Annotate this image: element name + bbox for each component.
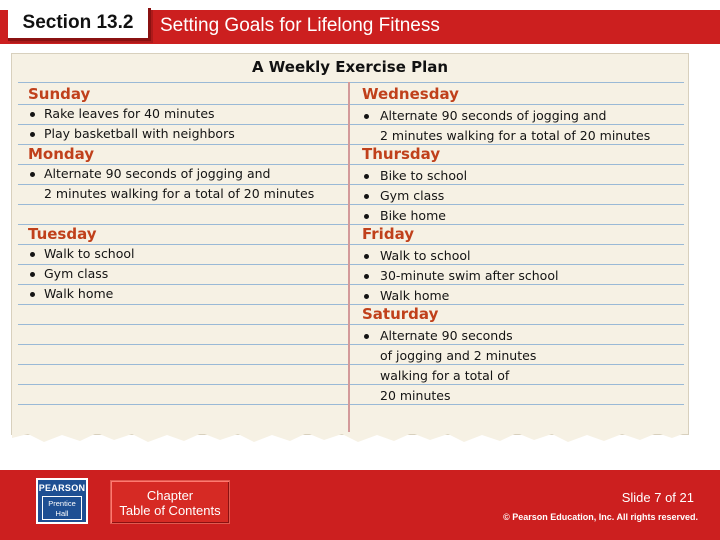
list-item: Walk to school	[44, 246, 135, 261]
copyright-notice: © Pearson Education, Inc. All rights reserved.	[503, 512, 698, 522]
ruled-line	[18, 184, 684, 185]
ruled-line	[18, 104, 684, 105]
ruled-line	[18, 204, 684, 205]
list-item: Walk home	[380, 288, 450, 303]
day-heading-friday: Friday	[362, 225, 415, 243]
list-item: 20 minutes	[380, 388, 451, 403]
pearson-logo-text: PEARSON	[38, 483, 86, 493]
ruled-line	[18, 364, 684, 365]
ruled-line	[18, 284, 684, 285]
list-item: of jogging and 2 minutes	[380, 348, 537, 363]
ruled-line	[18, 164, 684, 165]
ruled-line	[18, 82, 684, 83]
day-heading-monday: Monday	[28, 145, 95, 163]
slide-header	[0, 0, 720, 44]
column-divider	[348, 82, 350, 432]
bullet-icon	[364, 214, 369, 219]
bullet-icon	[364, 334, 369, 339]
day-heading-wednesday: Wednesday	[362, 85, 459, 103]
bullet-icon	[364, 254, 369, 259]
ruled-line	[18, 404, 684, 405]
section-label: Section 13.2	[8, 8, 151, 41]
list-item: Alternate 90 seconds of jogging and	[44, 166, 271, 181]
ruled-line	[18, 124, 684, 125]
list-item: Gym class	[44, 266, 109, 281]
bullet-icon	[30, 292, 35, 297]
list-item: 2 minutes walking for a total of 20 minutes	[380, 128, 651, 143]
pearson-logo[interactable]	[36, 478, 88, 524]
ruled-line	[18, 384, 684, 385]
torn-paper-edge	[12, 424, 688, 448]
bullet-icon	[30, 132, 35, 137]
prentice-hall-text: Prentice Hall	[42, 496, 82, 520]
list-item: Alternate 90 seconds	[380, 328, 513, 343]
day-heading-sunday: Sunday	[28, 85, 91, 103]
ruled-line	[18, 264, 684, 265]
day-heading-saturday: Saturday	[362, 305, 439, 323]
list-item: 2 minutes walking for a total of 20 minutes	[44, 186, 315, 201]
chapter-toc-button[interactable]	[110, 480, 230, 524]
section-title: Setting Goals for Lifelong Fitness	[160, 15, 440, 36]
bullet-icon	[364, 274, 369, 279]
ruled-line	[18, 304, 684, 305]
bullet-icon	[30, 172, 35, 177]
toc-line-2: Table of Contents	[119, 503, 221, 518]
day-heading-tuesday: Tuesday	[28, 225, 97, 243]
list-item: Gym class	[380, 188, 445, 203]
day-heading-thursday: Thursday	[362, 145, 441, 163]
bullet-icon	[364, 194, 369, 199]
list-item: Bike home	[380, 208, 446, 223]
list-item: walking for a total of	[380, 368, 510, 383]
list-item: Alternate 90 seconds of jogging and	[380, 108, 607, 123]
plan-title: A Weekly Exercise Plan	[251, 58, 449, 76]
ruled-line	[18, 144, 684, 145]
toc-line-1: Chapter	[146, 488, 194, 503]
bullet-icon	[364, 294, 369, 299]
list-item: Walk home	[44, 286, 114, 301]
list-item: Rake leaves for 40 minutes	[44, 106, 215, 121]
list-item: 30-minute swim after school	[380, 268, 559, 283]
bullet-icon	[30, 272, 35, 277]
list-item: Play basketball with neighbors	[44, 126, 235, 141]
bullet-icon	[30, 112, 35, 117]
list-item: Bike to school	[380, 168, 468, 183]
ruled-line	[18, 244, 684, 245]
bullet-icon	[364, 114, 369, 119]
ruled-line	[18, 324, 684, 325]
bullet-icon	[364, 174, 369, 179]
slide-footer	[0, 470, 720, 540]
list-item: Walk to school	[380, 248, 471, 263]
slide-number: Slide 7 of 21	[621, 490, 694, 505]
ruled-line	[18, 224, 684, 225]
bullet-icon	[30, 252, 35, 257]
ruled-line	[18, 344, 684, 345]
